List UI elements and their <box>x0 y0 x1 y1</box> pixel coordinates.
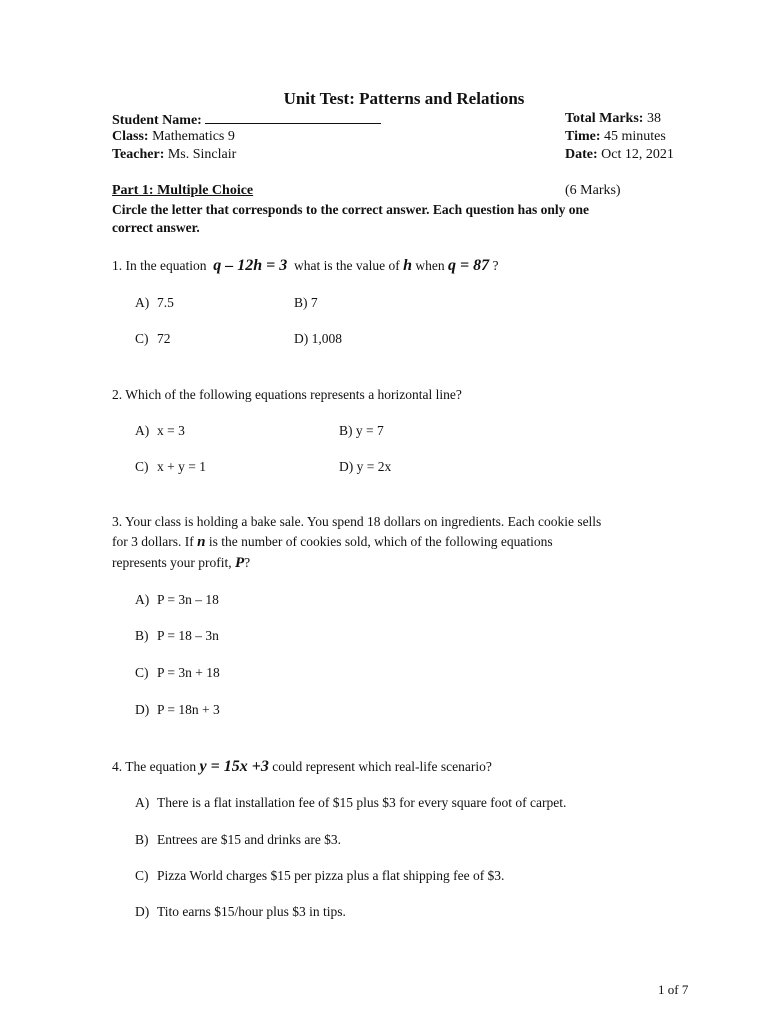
q1-option-b[interactable]: B) 7 <box>294 295 318 310</box>
total-marks-value: 38 <box>646 111 661 126</box>
q3-variable-p: P <box>234 555 245 571</box>
question-2: 2. Which of the following equations represents a horizontal line? <box>112 387 462 402</box>
q4-option-a[interactable]: A) There is a flat installation fee of $15 plus $3 for every square foot of carpet. <box>135 795 567 810</box>
total-marks-label: Total Marks: <box>565 111 644 126</box>
class-value: Mathematics 9 <box>152 129 235 144</box>
page-number: 1 of 7 <box>658 982 689 997</box>
class-row <box>112 129 235 145</box>
q3-option-c[interactable]: C) P = 3n + 18 <box>135 665 220 680</box>
q1-option-d[interactable]: D) 1,008 <box>294 331 342 346</box>
student-name-blank <box>205 111 381 124</box>
page-title: Unit Test: Patterns and Relations <box>283 89 525 108</box>
student-name-row <box>112 111 381 129</box>
time-value: 45 minutes <box>604 129 666 144</box>
class-label: Class: <box>112 129 149 144</box>
q2-option-a[interactable]: A) x = 3 <box>135 423 185 438</box>
part-marks: (6 Marks) <box>565 183 621 198</box>
q4-equation: y = 15x +3 <box>199 758 269 775</box>
q1-option-a[interactable]: A) 7.5 <box>135 295 174 310</box>
q2-option-b[interactable]: B) y = 7 <box>339 423 384 438</box>
question-3-line-1: 3. Your class is holding a bake sale. You spend 18 dollars on ingredients. Each cookie sells <box>112 514 602 529</box>
q4-option-d[interactable]: D) Tito earns $15/hour plus $3 in tips. <box>135 904 346 919</box>
q2-option-c[interactable]: C) x + y = 1 <box>135 459 206 474</box>
q1-equation: q – 12h = 3 <box>213 257 288 274</box>
date-label: Date: <box>565 147 598 162</box>
date-value: Oct 12, 2021 <box>601 147 674 162</box>
part-title: Part 1: Multiple Choice <box>112 183 254 198</box>
question-4: 4. The equation y = 15x +3 could represent which real-life scenario? <box>112 758 492 775</box>
q2-option-d[interactable]: D) y = 2x <box>339 459 392 474</box>
q1-condition: q = 87 <box>448 257 490 274</box>
q1-text-when: when <box>415 258 445 273</box>
teacher-label: Teacher: <box>112 147 165 162</box>
q4-option-b[interactable]: B) Entrees are $15 and drinks are $3. <box>135 832 342 847</box>
q1-text-end: ? <box>492 258 499 273</box>
time-row <box>565 129 666 145</box>
q1-text-pre: 1. In the equation <box>112 258 207 273</box>
q1-variable: h <box>403 257 413 274</box>
q1-option-c[interactable]: C) 72 <box>135 331 171 346</box>
date-row <box>565 147 674 163</box>
teacher-value: Ms. Sinclair <box>167 147 237 162</box>
instructions-line-2: correct answer. <box>112 220 200 235</box>
q4-option-c[interactable]: C) Pizza World charges $15 per pizza plus a flat shipping fee of $3. <box>135 868 505 883</box>
teacher-row <box>112 147 236 163</box>
question-3-line-2: for 3 dollars. If n is the number of cookies sold, which of the following equations <box>112 534 553 550</box>
q1-text-mid: what is the value of <box>294 258 400 273</box>
q3-option-a[interactable]: A) P = 3n – 18 <box>135 592 219 607</box>
time-label: Time: <box>565 129 601 144</box>
question-1 <box>112 257 499 275</box>
instructions-line-1: Circle the letter that corresponds to the correct answer. Each question has only one <box>112 202 589 217</box>
q3-option-b[interactable]: B) P = 18 – 3n <box>135 628 219 643</box>
student-name-label: Student Name: <box>112 113 202 128</box>
question-3-line-3: represents your profit, P? <box>112 555 251 571</box>
q3-variable-n: n <box>197 534 206 550</box>
total-marks-row <box>565 111 661 127</box>
q3-option-d[interactable]: D) P = 18n + 3 <box>135 702 220 717</box>
